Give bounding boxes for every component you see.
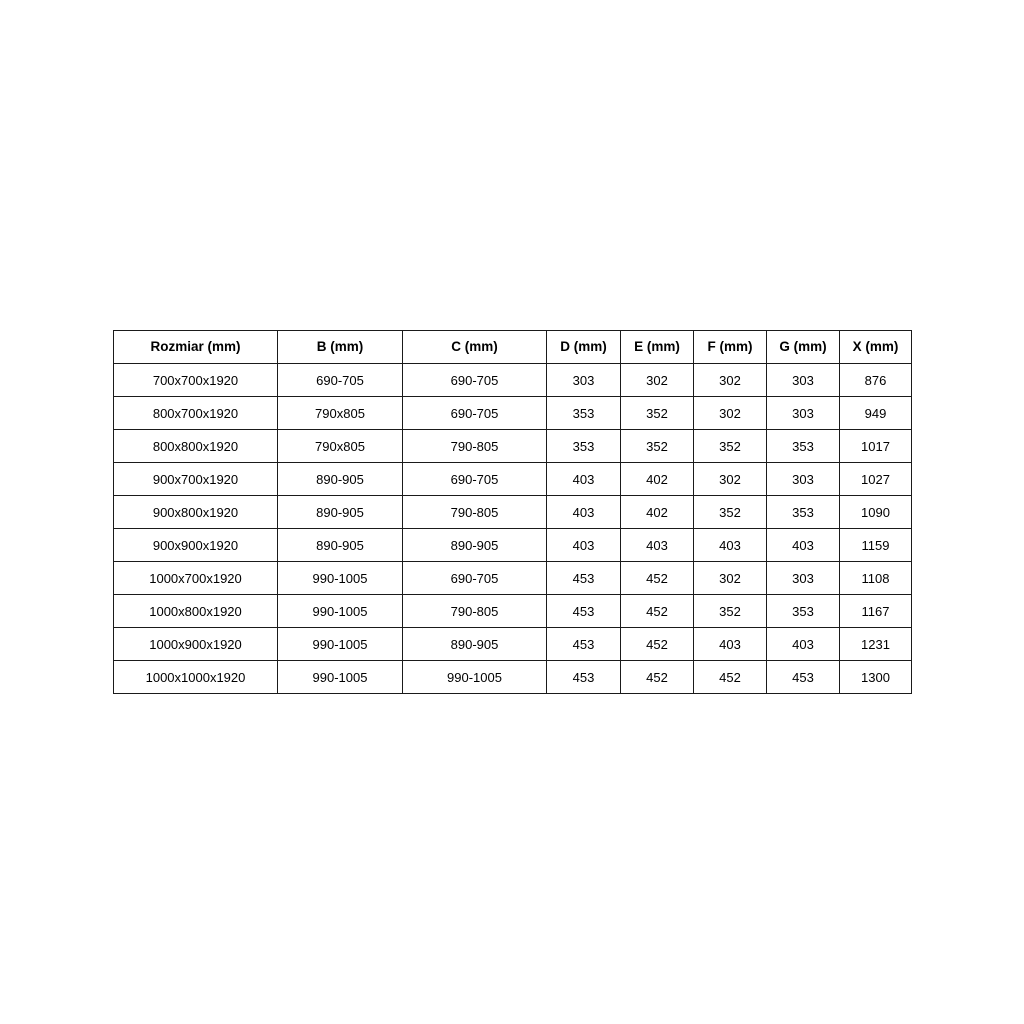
table-row bbox=[114, 529, 912, 562]
table-cell: 990-1005 bbox=[278, 628, 403, 661]
table-cell: 990-1005 bbox=[403, 661, 547, 694]
table-cell: 403 bbox=[767, 628, 840, 661]
table-cell: 403 bbox=[694, 529, 767, 562]
table-cell: 302 bbox=[694, 364, 767, 397]
column-header: B (mm) bbox=[278, 331, 403, 364]
table-cell: 1027 bbox=[840, 463, 912, 496]
column-header: G (mm) bbox=[767, 331, 840, 364]
table-cell: 800x700x1920 bbox=[114, 397, 278, 430]
table-cell: 790-805 bbox=[403, 496, 547, 529]
column-header: F (mm) bbox=[694, 331, 767, 364]
table-cell: 1300 bbox=[840, 661, 912, 694]
table-cell: 353 bbox=[547, 397, 621, 430]
table-row bbox=[114, 463, 912, 496]
table-cell: 453 bbox=[547, 628, 621, 661]
table-cell: 452 bbox=[621, 628, 694, 661]
table-row bbox=[114, 397, 912, 430]
table-cell: 790x805 bbox=[278, 397, 403, 430]
table-cell: 452 bbox=[621, 595, 694, 628]
table-cell: 949 bbox=[840, 397, 912, 430]
table-cell: 1231 bbox=[840, 628, 912, 661]
table-cell: 403 bbox=[547, 463, 621, 496]
table-cell: 303 bbox=[767, 364, 840, 397]
table-cell: 876 bbox=[840, 364, 912, 397]
table-cell: 352 bbox=[694, 430, 767, 463]
table-cell: 1090 bbox=[840, 496, 912, 529]
table-cell: 452 bbox=[621, 562, 694, 595]
table-cell: 1000x800x1920 bbox=[114, 595, 278, 628]
table-cell: 353 bbox=[767, 595, 840, 628]
table-cell: 302 bbox=[694, 463, 767, 496]
table-body bbox=[114, 364, 912, 694]
table-cell: 1000x900x1920 bbox=[114, 628, 278, 661]
table-cell: 900x800x1920 bbox=[114, 496, 278, 529]
table-row bbox=[114, 595, 912, 628]
table-cell: 353 bbox=[767, 430, 840, 463]
column-header: X (mm) bbox=[840, 331, 912, 364]
table-cell: 790-805 bbox=[403, 430, 547, 463]
table-cell: 403 bbox=[767, 529, 840, 562]
table-cell: 790-805 bbox=[403, 595, 547, 628]
table-cell: 690-705 bbox=[403, 463, 547, 496]
table-cell: 890-905 bbox=[403, 628, 547, 661]
table-header-row bbox=[114, 331, 912, 364]
table-cell: 900x700x1920 bbox=[114, 463, 278, 496]
column-header: C (mm) bbox=[403, 331, 547, 364]
table-cell: 1159 bbox=[840, 529, 912, 562]
column-header: D (mm) bbox=[547, 331, 621, 364]
table-cell: 690-705 bbox=[403, 562, 547, 595]
table-cell: 303 bbox=[767, 562, 840, 595]
table-cell: 1000x1000x1920 bbox=[114, 661, 278, 694]
table-cell: 302 bbox=[621, 364, 694, 397]
table-cell: 403 bbox=[547, 529, 621, 562]
table-row bbox=[114, 562, 912, 595]
table-row bbox=[114, 496, 912, 529]
table-cell: 353 bbox=[767, 496, 840, 529]
table-cell: 990-1005 bbox=[278, 595, 403, 628]
table-cell: 690-705 bbox=[278, 364, 403, 397]
table-cell: 453 bbox=[547, 562, 621, 595]
table-cell: 303 bbox=[767, 463, 840, 496]
table-cell: 890-905 bbox=[278, 463, 403, 496]
table-cell: 890-905 bbox=[278, 529, 403, 562]
table-cell: 690-705 bbox=[403, 397, 547, 430]
table-row bbox=[114, 430, 912, 463]
table-cell: 352 bbox=[694, 496, 767, 529]
table-row bbox=[114, 661, 912, 694]
column-header: Rozmiar (mm) bbox=[114, 331, 278, 364]
table-cell: 352 bbox=[621, 430, 694, 463]
table-cell: 890-905 bbox=[278, 496, 403, 529]
table-cell: 990-1005 bbox=[278, 562, 403, 595]
table-cell: 690-705 bbox=[403, 364, 547, 397]
table-cell: 302 bbox=[694, 562, 767, 595]
table-cell: 900x900x1920 bbox=[114, 529, 278, 562]
table-cell: 1000x700x1920 bbox=[114, 562, 278, 595]
table-cell: 353 bbox=[547, 430, 621, 463]
table-cell: 452 bbox=[621, 661, 694, 694]
table-cell: 453 bbox=[767, 661, 840, 694]
table-cell: 352 bbox=[621, 397, 694, 430]
table-cell: 302 bbox=[694, 397, 767, 430]
table-head bbox=[114, 331, 912, 364]
table-cell: 1017 bbox=[840, 430, 912, 463]
dimensions-table bbox=[113, 330, 912, 694]
table-cell: 403 bbox=[694, 628, 767, 661]
table-cell: 303 bbox=[547, 364, 621, 397]
table-cell: 352 bbox=[694, 595, 767, 628]
table-cell: 403 bbox=[547, 496, 621, 529]
table-cell: 1108 bbox=[840, 562, 912, 595]
table-cell: 800x800x1920 bbox=[114, 430, 278, 463]
table-cell: 402 bbox=[621, 463, 694, 496]
table-cell: 403 bbox=[621, 529, 694, 562]
column-header: E (mm) bbox=[621, 331, 694, 364]
table-cell: 700x700x1920 bbox=[114, 364, 278, 397]
table-cell: 1167 bbox=[840, 595, 912, 628]
table-cell: 990-1005 bbox=[278, 661, 403, 694]
table-cell: 452 bbox=[694, 661, 767, 694]
table-cell: 402 bbox=[621, 496, 694, 529]
table-cell: 303 bbox=[767, 397, 840, 430]
table-cell: 890-905 bbox=[403, 529, 547, 562]
table-row bbox=[114, 364, 912, 397]
table-cell: 453 bbox=[547, 661, 621, 694]
table-cell: 790x805 bbox=[278, 430, 403, 463]
table-cell: 453 bbox=[547, 595, 621, 628]
table-row bbox=[114, 628, 912, 661]
